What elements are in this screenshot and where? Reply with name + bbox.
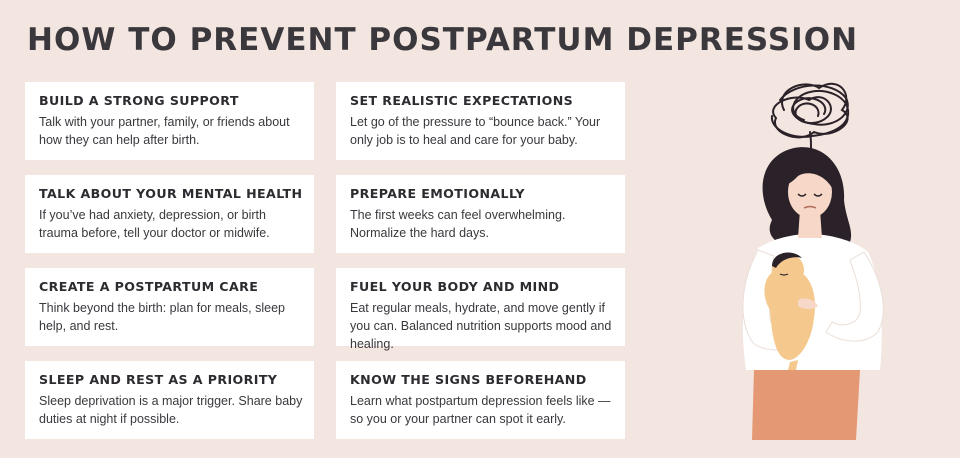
tip-body: Learn what postpartum depression feels like — so you or your partner can spot it early. (350, 394, 611, 426)
tip-body: Sleep deprivation is a major trigger. Share baby duties at night if possible. (39, 394, 303, 426)
tip-heading: BUILD A STRONG SUPPORT (39, 93, 239, 108)
tip-card-postpartum-care (25, 268, 314, 346)
tip-heading: FUEL YOUR BODY AND MIND (350, 279, 560, 294)
mother-baby-illustration (714, 70, 914, 440)
tip-body: Think beyond the birth: plan for meals, sleep help, and rest. (39, 301, 285, 333)
tip-heading: PREPARE EMOTIONALLY (350, 186, 525, 201)
tip-card-prepare-emotionally (336, 175, 625, 253)
tip-body: Let go of the pressure to “bounce back.” Your only job is to heal and care for your baby. (350, 115, 601, 147)
tip-heading: SET REALISTIC EXPECTATIONS (350, 93, 574, 108)
tip-card-realistic-expectations (336, 82, 625, 160)
tip-body: Talk with your partner, family, or friends about how they can help after birth. (39, 115, 290, 147)
tip-body: If you’ve had anxiety, depression, or birth trauma before, tell your doctor or midwife. (39, 208, 270, 240)
tip-heading: CREATE A POSTPARTUM CARE (39, 279, 259, 294)
tip-body: The first weeks can feel overwhelming. Normalize the hard days. (350, 208, 566, 240)
tip-heading: KNOW THE SIGNS BEFOREHAND (350, 372, 587, 387)
tip-card-build-support (25, 82, 314, 160)
tip-card-fuel-body (336, 268, 625, 351)
tip-heading: TALK ABOUT YOUR MENTAL HEALTH (39, 186, 303, 201)
tip-body: Eat regular meals, hydrate, and move gently if you can. Balanced nutrition supports mood and healing. (350, 301, 612, 351)
tip-card-know-signs (336, 361, 625, 439)
tips-grid (25, 82, 625, 439)
tip-card-mental-health (25, 175, 314, 253)
page-title: HOW TO PREVENT POSTPARTUM DEPRESSION (27, 22, 859, 58)
tip-heading: SLEEP AND REST AS A PRIORITY (39, 372, 278, 387)
tip-card-sleep-rest (25, 361, 314, 439)
